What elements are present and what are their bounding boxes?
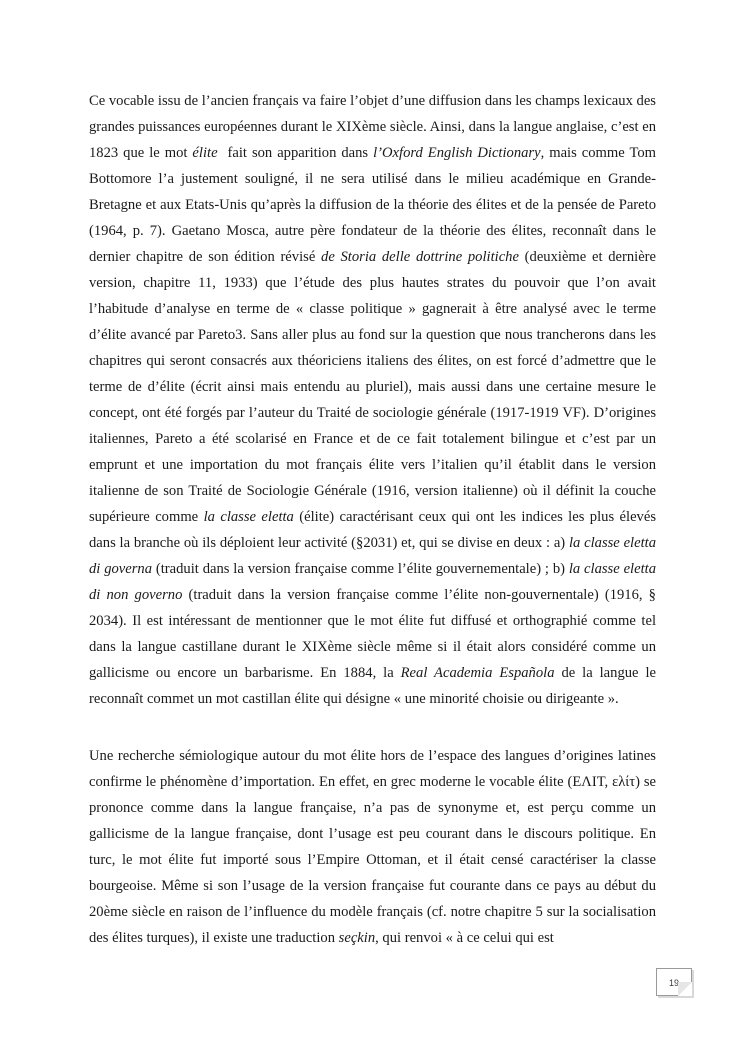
italic-title: Real Academia Española [400, 665, 555, 681]
text-span: (traduit dans la version française comme l’élite gouvernementale) ; b) [152, 561, 569, 577]
text-span: de la langue le reconnaît commet un mot castillan élite qui désigne « une minorité choisie ou dirigeante ». [89, 665, 656, 707]
page-number: 19 [656, 968, 692, 996]
italic-title: de Storia delle dottrine politiche [321, 249, 519, 265]
italic-term: la classe eletta [203, 509, 294, 525]
paragraph-2 [89, 743, 656, 951]
italic-title: l’Oxford English Dictionary [373, 145, 541, 161]
text-span: (traduit dans la version française comme l’élite non-gouvernentale) (1916, § 2034). Il est intéressant de mentionner que le mot élite fut diffusé et orthographié comme tel dans la langue castillane durant le XIXème siècle même si il était alors considéré comme un gallicisme ou encore un barbarisme. En 1884, la [89, 587, 656, 681]
italic-term: élite [192, 145, 218, 161]
text-span: , mais comme Tom Bottomore l’a justement souligné, il ne sera utilisé dans le milieu académique en Grande-Bretagne et aux Etats-Unis qu’après la diffusion de la théorie des élites et de la pensée de Pareto (1964, p. 7). Gaetano Mosca, autre père fondateur de la théorie des élites, reconnaît dans le dernier chapitre de son édition révisé [89, 145, 656, 265]
italic-term: la classe eletta di governa [89, 535, 656, 577]
italic-term: la classe eletta di non governo [89, 561, 656, 603]
text-span: fait son apparition dans [217, 145, 374, 161]
text-span: Ce vocable issu de l’ancien français va faire l’objet d’une diffusion dans les champs lexicaux des grandes puissances européennes durant le XIXème siècle. Ainsi, dans la langue anglaise, c’est en 1823 que le mot [89, 93, 656, 161]
text-span: (élite) caractérisant ceux qui ont les indices les plus élevés dans la branche où ils déploient leur activité (§2031) et, qui se divise en deux : a) [89, 509, 657, 551]
italic-term: seçkin [338, 930, 376, 946]
paragraph-1 [89, 88, 656, 712]
text-span: Une recherche sémiologique autour du mot élite hors de l’espace des langues d’origines latines confirme le phénomène d’importation. En effet, en grec moderne le vocable élite (ΕΛΙΤ, ελίτ) se prononce comme dans la langue française, n’a pas de synonyme et, est perçu comme un gallicisme de la langue française, dont l’usage est peu courant dans le discours politique. En turc, le mot élite fut importé sous l’Empire Ottoman, et il était censé caractériser la classe bourgeoise. Même si son l’usage de la version française fut courante dans ce pays au début du 20ème siècle en raison de l’influence du modèle français (cf. notre chapitre 5 sur la socialisation des élites turques), il existe une traduction [89, 748, 656, 946]
text-span: , qui renvoi « à ce celui qui est [375, 930, 554, 946]
text-span: (deuxième et dernière version, chapitre 11, 1933) que l’étude des plus hautes strates du pouvoir que l’on avait l’habitude d’analyse en terme de « classe politique » gagnerait à être analysé avec le terme d’élite avancé par Pareto3. Sans aller plus au fond sur la question que nous trancherons dans les chapitres qui seront consacrés aux théoriciens italiens des élites, on est forcé d’admettre que le terme de d’élite (écrit ainsi mais entendu au pluriel), mais aussi dans une certaine mesure le concept, ont été forgés par l’auteur du Traité de sociologie générale (1917-1919 VF). D’origines italiennes, Pareto a été scolarisé en France et de ce fait totalement bilingue et c’est par un emprunt et une importation du mot français élite vers l’italien qu’il établit dans le version italienne de son Traité de Sociologie Générale (1916, version italienne) où il définit la couche supérieure comme [89, 249, 657, 525]
